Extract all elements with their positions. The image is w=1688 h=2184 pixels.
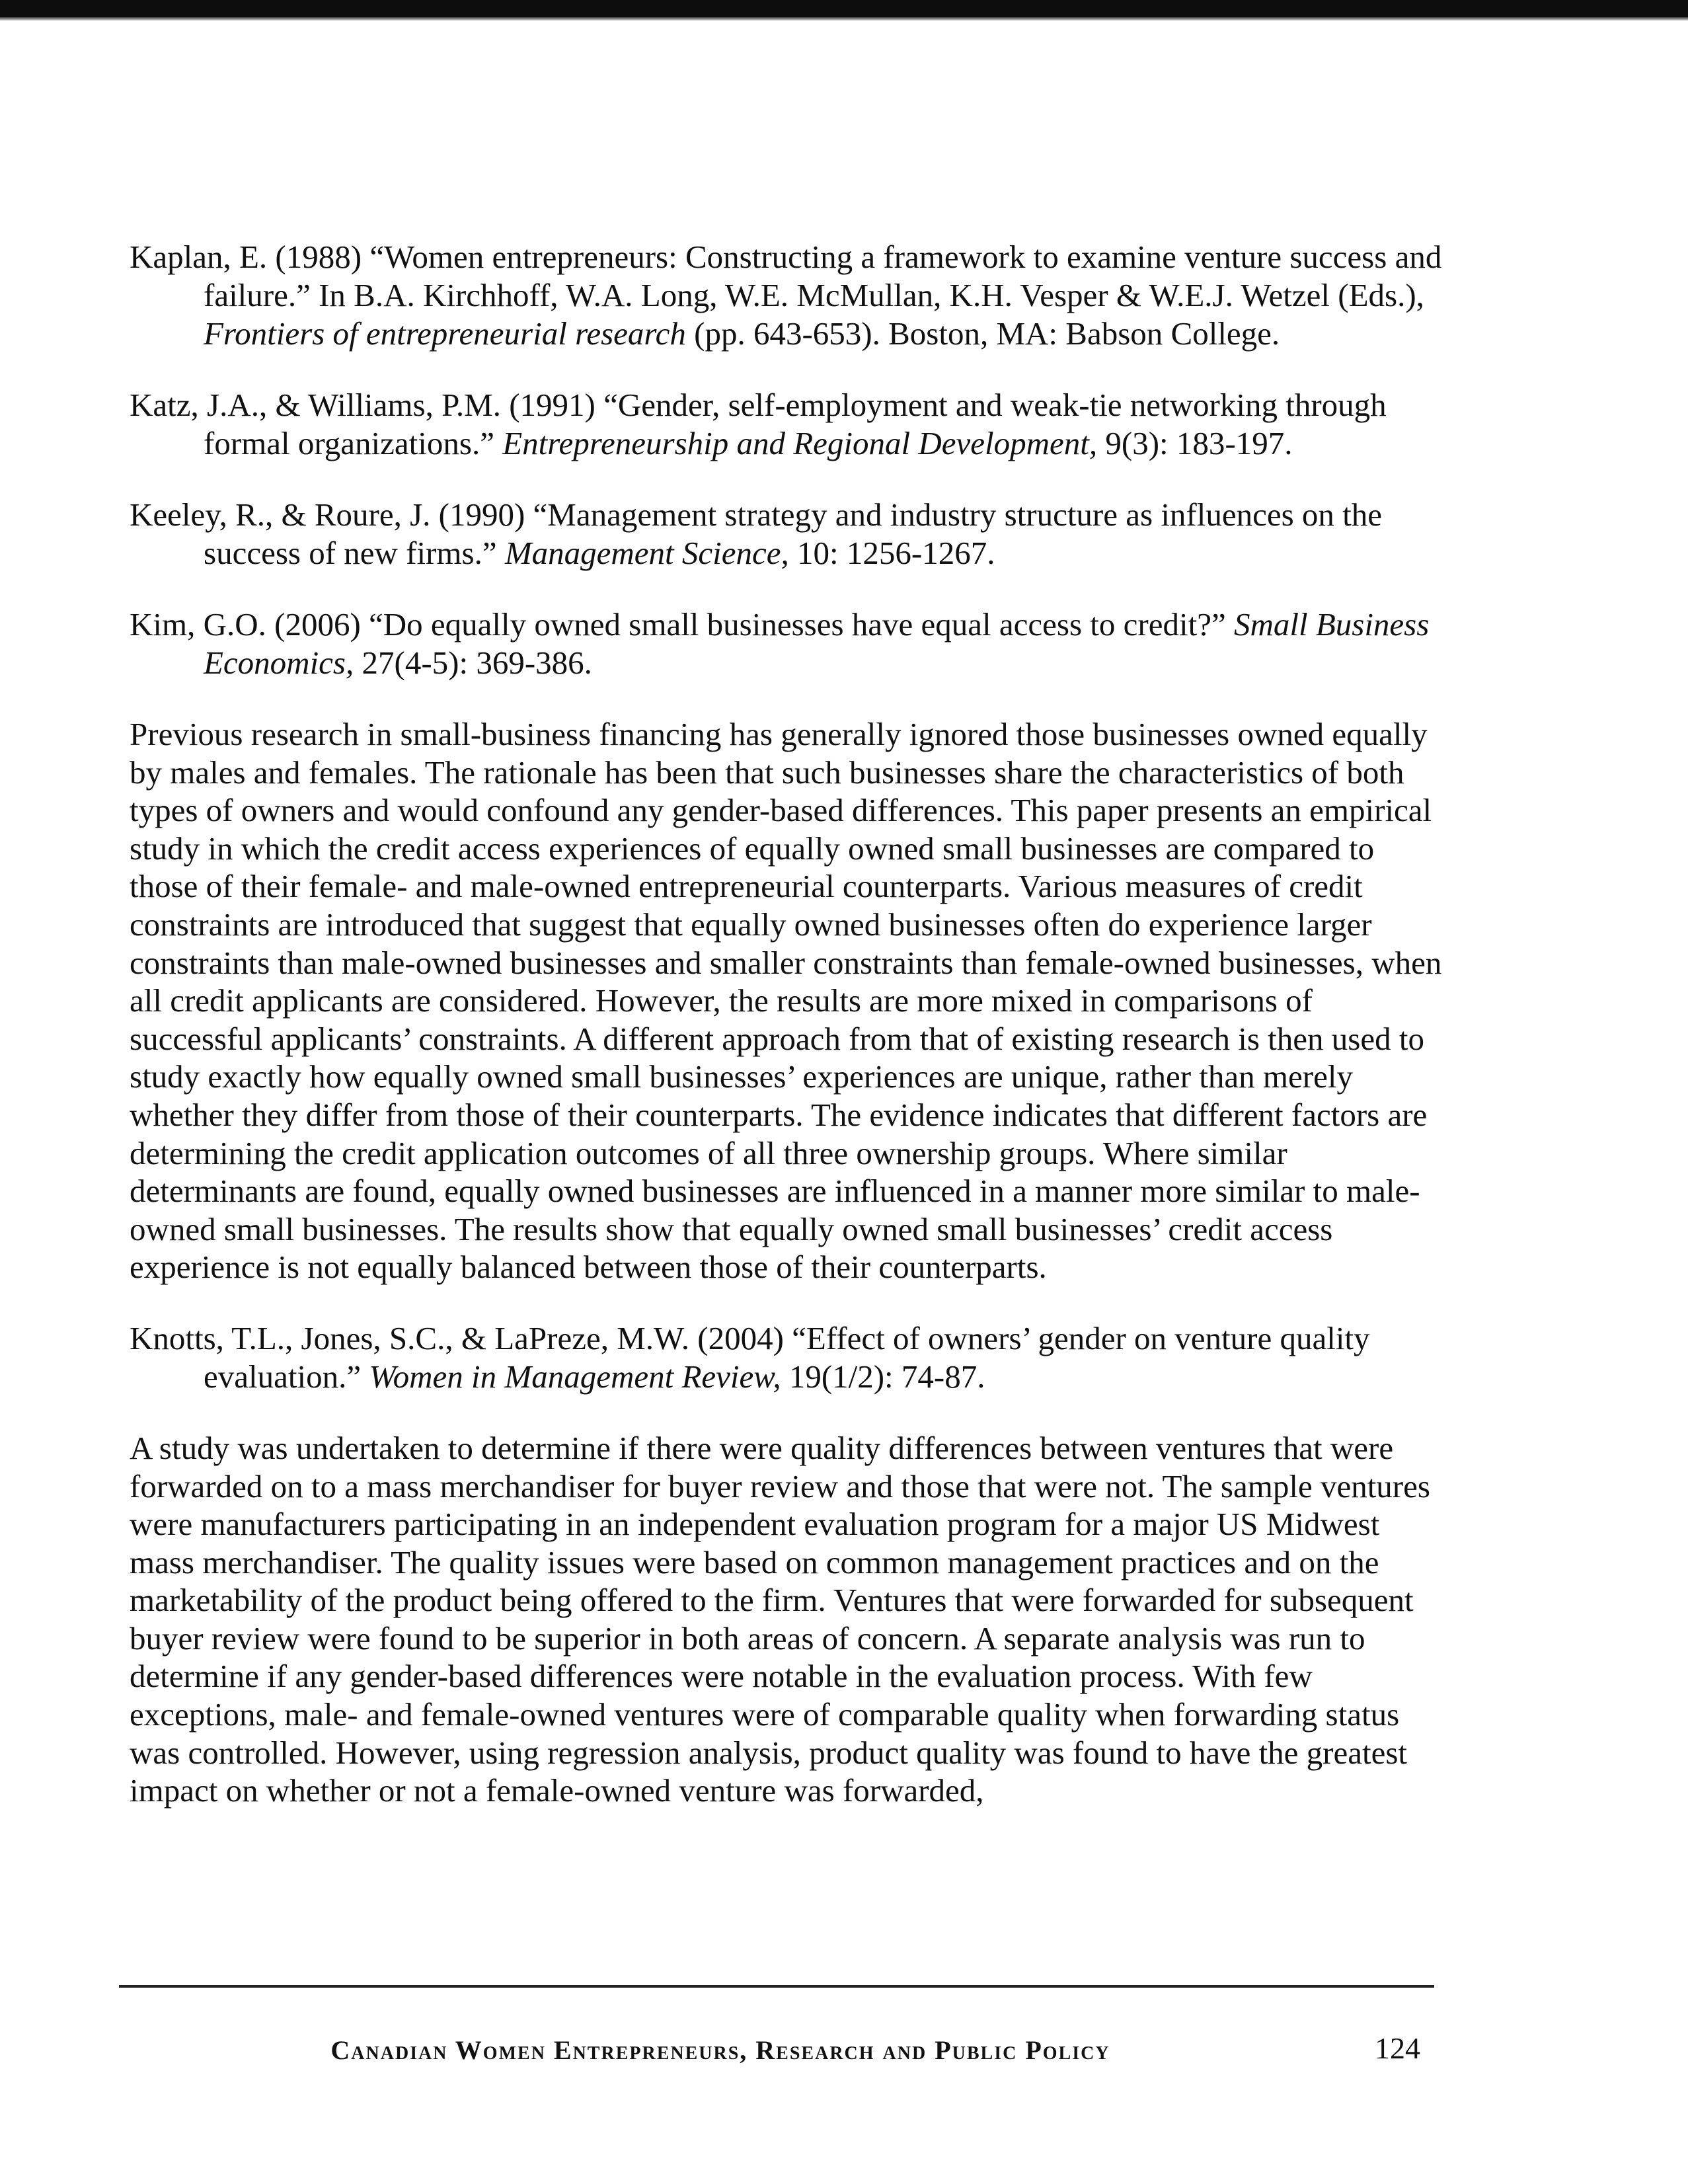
page-number: 124 xyxy=(1375,2031,1420,2065)
reference-source: Small Business Economics, xyxy=(204,606,1430,681)
reference-keeley xyxy=(130,496,1447,572)
reference-text: Katz, J.A., & Williams, P.M. (1991) “Gender, self-employment and weak-tie networking through formal organizations.” xyxy=(130,387,1387,461)
reference-pages: 27(4-5): 369-386. xyxy=(354,644,592,681)
abstract-knotts: A study was undertaken to determine if there were quality differences between ventures that were forwarded on to a mass merchandiser for buyer review and those that were not. The sample ventures were manufacturers participating in an independent evaluation program for a major US Midwest mass merchandiser. The quality issues were based on common management practices and on the marketability of the product being offered to the firm. Ventures that were forwarded for subsequent buyer review were found to be superior in both areas of concern. A separate analysis was run to determine if any gender-based differences were notable in the evaluation process. With few exceptions, male- and female-owned ventures were of comparable quality when forwarding status was controlled. However, using regression analysis, product quality was found to have the greatest impact on whether or not a female-owned venture was forwarded, xyxy=(130,1429,1430,1809)
running-footer-title: Canadian Women Entrepreneurs, Research and Public Policy xyxy=(330,2035,1110,2065)
scan-top-edge xyxy=(0,0,1688,17)
page-body xyxy=(130,238,1447,1843)
reference-katz xyxy=(130,386,1447,463)
reference-text: Knotts, T.L., Jones, S.C., & LaPreze, M.W. (2004) “Effect of owners’ gender on venture quality evaluation.” xyxy=(130,1319,1370,1395)
reference-source: Frontiers of entrepreneurial research xyxy=(204,315,686,352)
reference-text: Kaplan, E. (1988) “Women entrepreneurs: Constructing a framework to examine venture success and failure.” In B.A. Kirchhoff, W.A. Long, W.E. McMullan, K.H. Vesper & W.E.J. Wetzel (Eds.), xyxy=(130,239,1442,313)
reference-source: Entrepreneurship and Regional Development, xyxy=(502,425,1098,461)
reference-kaplan xyxy=(130,238,1447,353)
reference-pages: 19(1/2): 74-87. xyxy=(781,1358,985,1395)
reference-text: Keeley, R., & Roure, J. (1990) “Management strategy and industry structure as influences on the success of new firms.” xyxy=(130,496,1383,571)
reference-knotts xyxy=(130,1319,1447,1396)
reference-pages: (pp. 643-653). Boston, MA: Babson College. xyxy=(685,315,1280,352)
reference-source: Women in Management Review, xyxy=(369,1358,781,1395)
reference-text: Kim, G.O. (2006) “Do equally owned small businesses have equal access to credit?” xyxy=(130,606,1234,643)
scan-top-shadow xyxy=(0,17,1688,21)
abstract-kim: Previous research in small-business financing has generally ignored those businesses owned equally by males and females. The rationale has been that such businesses share the characteristics of both types of owners and would confound any gender-based differences. This paper presents an empirical study in which the credit access experiences of equally owned small businesses are compared to those of their female- and male-owned entrepreneurial counterparts. Various measures of credit constraints are introduced that suggest that equally owned businesses often do experience larger constraints than male-owned businesses and smaller constraints than female-owned businesses, when all credit applicants are considered. However, the results are more mixed in comparisons of successful applicants’ constraints. A different approach from that of existing research is then used to study exactly how equally owned small businesses’ experiences are unique, rather than merely whether they differ from those of their counterparts. The evidence indicates that different factors are determining the credit application outcomes of all three ownership groups. Where similar determinants are found, equally owned businesses are influenced in a manner more similar to male-owned small businesses. The results show that equally owned small businesses’ credit access experience is not equally balanced between those of their counterparts. xyxy=(130,716,1442,1286)
footer-divider xyxy=(119,1985,1434,1988)
reference-pages: 9(3): 183-197. xyxy=(1097,425,1293,461)
reference-kim xyxy=(130,605,1447,682)
reference-source: Management Science, xyxy=(504,535,789,571)
reference-pages: 10: 1256-1267. xyxy=(788,535,995,571)
